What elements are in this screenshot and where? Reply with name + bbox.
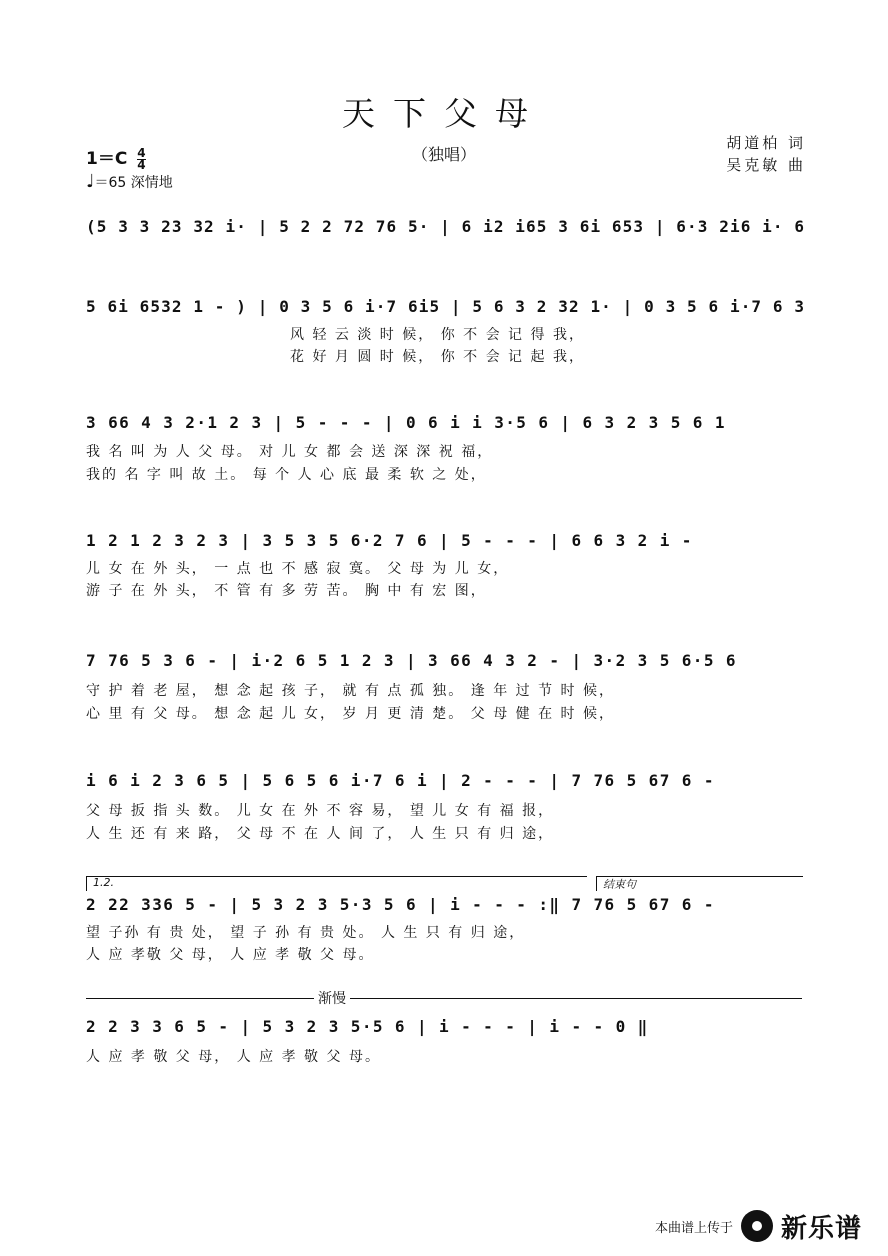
score-system-2 [86,292,806,322]
notation-line: 7 76 5 3 6 - | i·2 6 5 1 2 3 | 3 66 4 3 2 - | 3·2 3 5 6·5 6 [86,651,737,670]
lyrics-verse-2: 心 里 有 父 母。 想 念 起 儿 女， 岁 月 更 清 楚。 父 母 健 在 时 候， [86,706,616,722]
score-system-1 [86,212,806,242]
score-system-8 [86,1012,806,1042]
volta-label: 1.2. [93,876,114,889]
composer-credit: 吴克敏 曲 [726,156,806,174]
notation-line: (5 3 3 23 32 i· | 5 2 2 72 76 5· | 6 i2 i65 3 6i 653 | 6·3 2i6 i· 6 [86,217,806,236]
score-system-3 [86,408,806,438]
notation-line: 2 2 3 3 6 5 - | 5 3 2 3 5·5 6 | i - - - | i - - 0 ‖ [86,1017,649,1036]
lyrics-verse-2: 花 好 月 圆 时 候， 你 不 会 记 起 我， [290,349,585,365]
coda-label: 结束句 [603,878,636,891]
upload-text: 本曲谱上传于 [654,1220,733,1236]
song-subtitle: （独唱） [411,145,476,164]
lyrics-verse-2: 人 生 还 有 来 路， 父 母 不 在 人 间 了， 人 生 只 有 归 途， [86,826,555,842]
brand-logo: 新乐谱 [780,1213,862,1244]
notation-line: 1 2 1 2 3 2 3 | 3 5 3 5 6·2 7 6 | 5 - - - | 6 6 3 2 i - [86,531,693,550]
score-system-6 [86,766,806,796]
notation-line: 5 6i 6532 1 - ) | 0 3 5 6 i·7 6i5 | 5 6 3 2 32 1· | 0 3 5 6 i·7 6 3 [86,297,806,316]
footer [655,1206,862,1246]
coda-bracket [596,876,803,891]
lyrics-verse-1: 父 母 扳 指 头 数。 儿 女 在 外 不 容 易， 望 儿 女 有 福 报， [86,803,555,819]
lyrics-verse-1: 风 轻 云 淡 时 候， 你 不 会 记 得 我， [290,327,585,343]
lyrics-verse-2: 人 应 孝敬 父 母， 人 应 孝 敬 父 母。 [86,947,375,963]
lyrics-verse-1: 儿 女 在 外 头， 一 点 也 不 感 寂 寞。 父 母 为 儿 女， [86,561,510,577]
notation-line: i 6 i 2 3 6 5 | 5 6 5 6 i·7 6 i | 2 - - - | 7 76 5 67 6 - [86,771,715,790]
quarter-note-icon: ♩ [86,171,95,192]
notation-line: 2 22 336 5 - | 5 3 2 3 5·3 5 6 | i - - - :‖ 7 76 5 67 6 - [86,895,715,914]
lyrics-verse-1: 望 子孙 有 贵 处， 望 子 孙 有 贵 处。 人 生 只 有 归 途， [86,925,526,941]
time-signature [137,145,146,172]
lyrics-verse-1: 我 名 叫 为 人 父 母。 对 儿 女 都 会 送 深 深 祝 福， [86,444,494,460]
time-bottom: 4 [137,157,146,172]
lyrics-verse-2: 我的 名 字 叫 故 土。 每 个 人 心 底 最 柔 软 之 处， [86,467,487,483]
ritardando-mark: 渐慢 [314,988,350,1008]
song-title: 天下父母 [342,94,546,133]
lyrics-verse-2: 游 子 在 外 头， 不 管 有 多 劳 苦。 胸 中 有 宏 图， [86,583,487,599]
vinyl-record-icon [741,1210,773,1242]
time-top: 4 [137,145,146,160]
lyricist-credit: 胡道柏 词 [726,134,806,152]
score-system-4 [86,526,806,556]
score-system-5 [86,646,806,676]
lyrics-verse-1: 人 应 孝 敬 父 母， 人 应 孝 敬 父 母。 [86,1049,381,1065]
expression-mark: 深情地 [130,175,173,191]
tempo-marking [86,171,173,192]
notation-line: 3 66 4 3 2·1 2 3 | 5 - - - | 0 6 i i 3·5 6 | 6 3 2 3 5 6 1 [86,413,726,432]
volta-bracket [86,876,587,891]
lyrics-verse-1: 守 护 着 老 屋， 想 念 起 孩 子， 就 有 点 孤 独。 逢 年 过 节 时 候， [86,683,616,699]
key-signature [86,144,146,171]
key-label: 1＝C [86,149,128,169]
score-system-7 [86,890,806,920]
tempo-value: ＝65 [94,175,127,191]
ritardando-line [86,998,802,999]
